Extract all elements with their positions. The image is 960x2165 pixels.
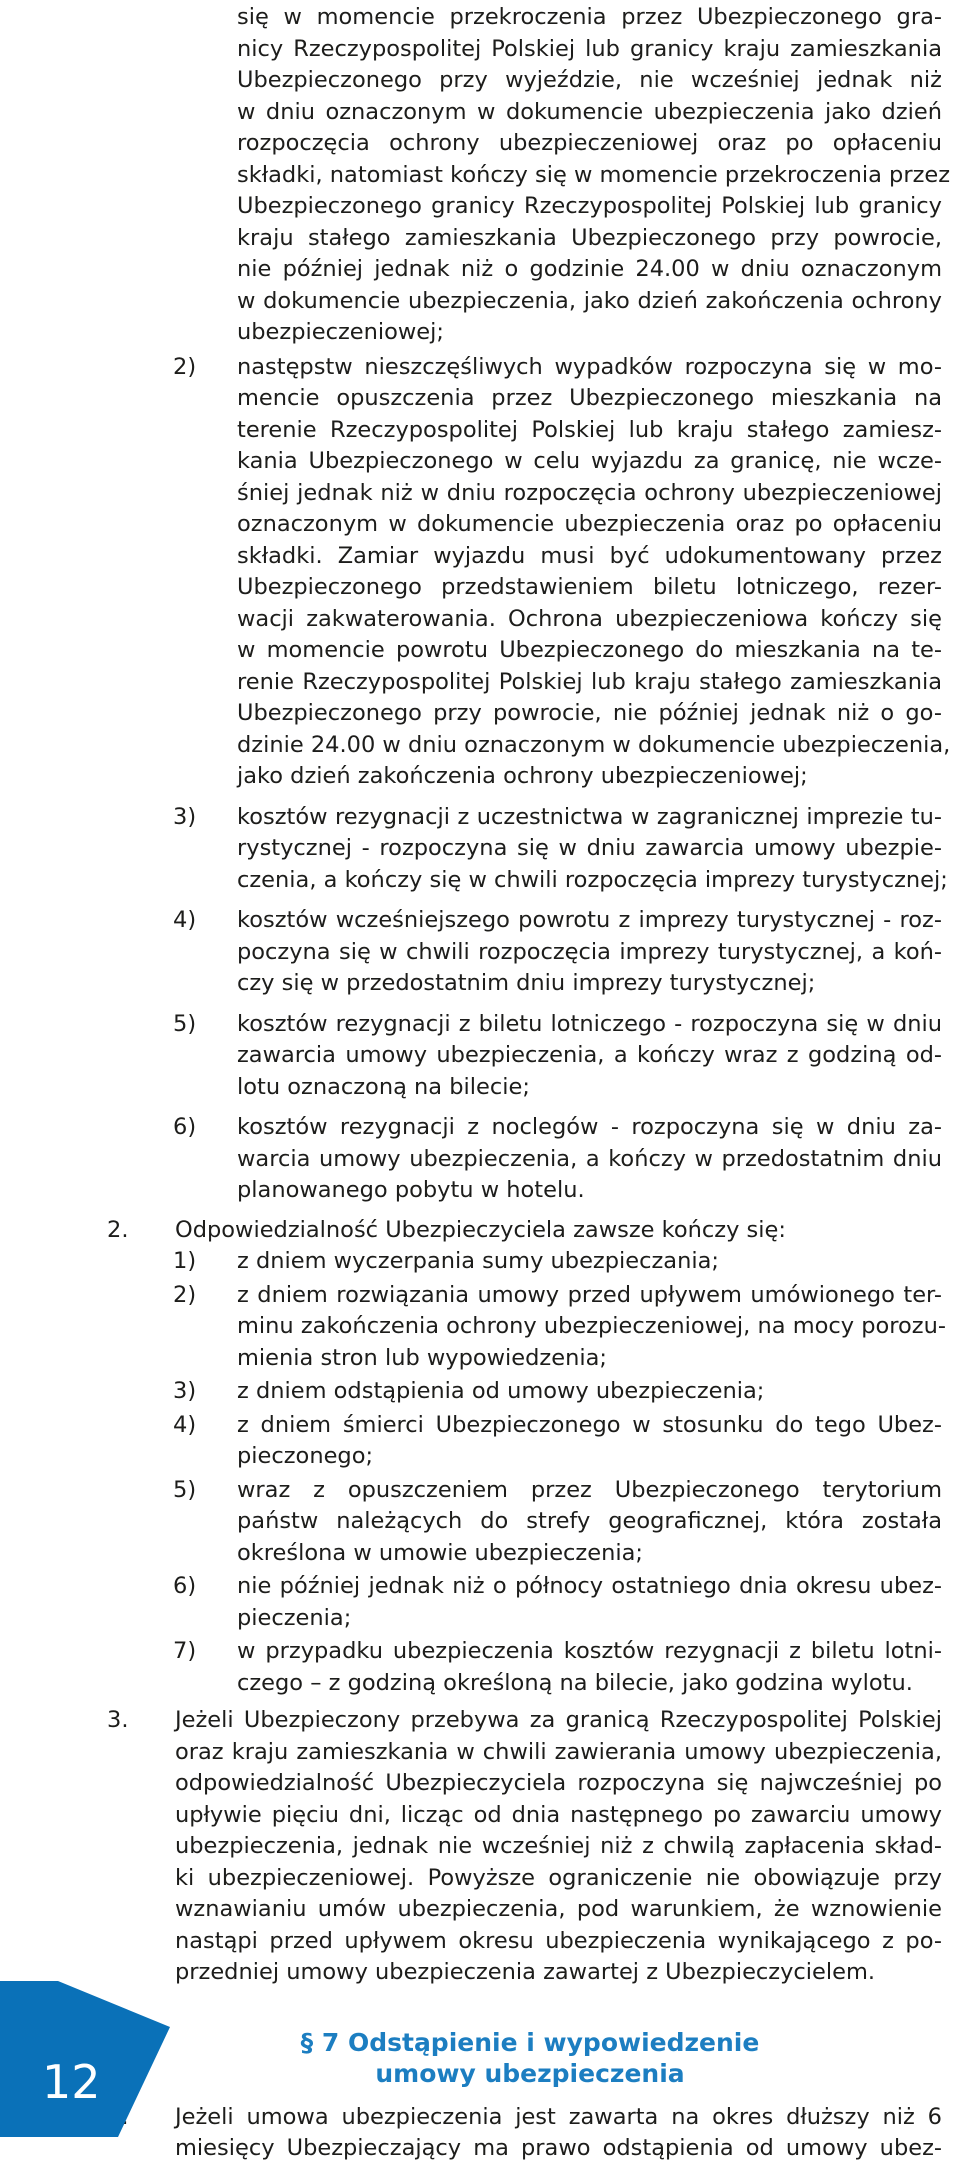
- paragraph-line: nicy Rzeczypospolitej Polskiej lub granicy kraju zamieszkania: [237, 35, 942, 62]
- list-item-line: wacji zakwaterowania. Ochrona ubezpieczeniowa kończy się: [237, 605, 942, 632]
- list-number: 6): [173, 1573, 197, 1599]
- list-item-line: renie Rzeczypospolitej Polskiej lub kraju stałego zamieszkania: [237, 668, 942, 695]
- list-item-line: jako dzień zakończenia ochrony ubezpieczeniowej;: [237, 763, 808, 789]
- list-item-line: kosztów wcześniejszego powrotu z imprezy turystycznej - roz-: [237, 907, 942, 933]
- list-item-line: w przypadku ubezpieczenia kosztów rezygnacji z biletu lotni-: [237, 1638, 942, 1664]
- list-number: 1): [173, 1248, 197, 1274]
- paragraph-line: kraju stałego zamieszkania Ubezpieczonego przy powrocie,: [237, 224, 942, 251]
- paragraph-line: Jeżeli umowa ubezpieczenia jest zawarta na okres dłuższy niż 6: [175, 2103, 942, 2130]
- list-item-line: pieczonego;: [237, 1443, 374, 1469]
- list-item-line: Ubezpieczonego przedstawieniem biletu lotniczego, rezer-: [237, 574, 942, 600]
- paragraph-line: przedniej umowy ubezpieczenia zawartej z Ubezpieczycielem.: [175, 1959, 876, 1985]
- list-item-line: warcia umowy ubezpieczenia, a kończy w przedostatnim dniu: [237, 1145, 942, 1172]
- list-number: 4): [173, 907, 197, 933]
- list-item-line: rystycznej - rozpoczyna się w dniu zawarcia umowy ubezpie-: [237, 835, 942, 861]
- list-item-line: czy się w przedostatnim dniu imprezy turystycznej;: [237, 970, 816, 996]
- list-number: 7): [173, 1638, 197, 1664]
- paragraph-line: nie później jednak niż o godzinie 24.00 w dniu oznaczonym: [237, 256, 942, 282]
- list-item-line: mencie opuszczenia przez Ubezpieczonego mieszkania na: [237, 385, 942, 411]
- list-item-line: kosztów rezygnacji z uczestnictwa w zagranicznej imprezie tu-: [237, 803, 942, 830]
- list-item-line: kosztów rezygnacji z biletu lotniczego - rozpoczyna się w dniu: [237, 1010, 942, 1037]
- list-item-line: następstw nieszczęśliwych wypadków rozpoczyna się w mo-: [237, 353, 942, 380]
- list-item-line: pieczenia;: [237, 1604, 352, 1631]
- list-item-line: składki. Zamiar wyjazdu musi być udokumentowany przez: [237, 542, 942, 569]
- list-item-line: śniej jednak niż w dniu rozpoczęcia ochrony ubezpieczeniowej: [237, 479, 942, 506]
- list-item-line: minu zakończenia ochrony ubezpieczeniowej, na mocy porozu-: [237, 1313, 946, 1339]
- paragraph-line: Ubezpieczonego przy wyjeździe, nie wcześniej jednak niż: [237, 67, 942, 93]
- list-number: 3): [173, 1378, 197, 1404]
- list-item-line: w momencie powrotu Ubezpieczonego do mieszkania na te-: [237, 637, 942, 663]
- list-item-line: mienia stron lub wypowiedzenia;: [237, 1344, 607, 1371]
- list-number: 6): [173, 1114, 197, 1140]
- paragraph-line: składki, natomiast kończy się w momencie przekroczenia przez: [237, 161, 951, 188]
- section-number: 2.: [107, 1216, 129, 1243]
- list-item-line: zawarcia umowy ubezpieczenia, a kończy wraz z godziną od-: [237, 1042, 942, 1068]
- paragraph-line: Ubezpieczonego granicy Rzeczypospolitej Polskiej lub granicy: [237, 193, 942, 219]
- list-item-line: kosztów rezygnacji z noclegów - rozpoczyna się w dniu za-: [237, 1114, 942, 1140]
- paragraph-line: oraz kraju zamieszkania w chwili zawierania umowy ubezpieczenia,: [175, 1738, 942, 1765]
- list-item-line: terenie Rzeczypospolitej Polskiej lub kraju stałego zamiesz-: [237, 416, 942, 443]
- list-number: 3): [173, 803, 197, 830]
- paragraph-line: w dniu oznaczonym w dokumencie ubezpieczenia jako dzień: [237, 98, 942, 125]
- list-number: 2): [173, 353, 197, 380]
- list-number: 2): [173, 1281, 197, 1308]
- list-item-line: lotu oznaczoną na bilecie;: [237, 1073, 530, 1100]
- list-item-line: planowanego pobytu w hotelu.: [237, 1177, 585, 1203]
- paragraph-line: wznawianiu umów ubezpieczenia, pod warunkiem, że wznowienie: [175, 1896, 942, 1922]
- paragraph-line: ubezpieczenia, jednak nie wcześniej niż z chwilą zapłacenia skład-: [175, 1833, 942, 1859]
- section-number: 3.: [107, 1707, 129, 1733]
- section-heading-line2: umowy ubezpieczenia: [375, 2059, 685, 2088]
- paragraph-line: Jeżeli Ubezpieczony przebywa za granicą Rzeczypospolitej Polskiej: [175, 1707, 942, 1733]
- list-item-line: Ubezpieczonego przy powrocie, nie później jednak niż o go-: [237, 700, 942, 726]
- list-item-line: z dniem śmierci Ubezpieczonego w stosunku do tego Ubez-: [237, 1411, 942, 1438]
- list-number: 5): [173, 1476, 197, 1503]
- list-item-line: kania Ubezpieczonego w celu wyjazdu za granicę, nie wcze-: [237, 448, 942, 474]
- list-item-line: oznaczonym w dokumencie ubezpieczenia oraz po opłaceniu: [237, 511, 942, 537]
- list-item-line: z dniem rozwiązania umowy przed upływem umówionego ter-: [237, 1281, 942, 1308]
- page-number: 12: [42, 2055, 101, 2109]
- paragraph-line: w dokumencie ubezpieczenia, jako dzień zakończenia ochrony: [237, 287, 942, 314]
- section-heading: § 7 Odstąpienie i wypowiedzenie: [300, 2027, 760, 2057]
- list-item-line: państw należących do strefy geograficznej, która została: [237, 1508, 942, 1534]
- paragraph-line: nastąpi przed upływem okresu ubezpieczenia wynikającego z po-: [175, 1927, 942, 1954]
- paragraph-line: miesięcy Ubezpieczający ma prawo odstąpienia od umowy ubez-: [175, 2135, 942, 2161]
- paragraph-line: upływie pięciu dni, licząc od dnia następnego po zawarciu umowy: [175, 1801, 942, 1828]
- list-item-line: określona w umowie ubezpieczenia;: [237, 1539, 643, 1566]
- list-item-line: z dniem odstąpienia od umowy ubezpieczenia;: [237, 1378, 765, 1404]
- paragraph-line: odpowiedzialność Ubezpieczyciela rozpoczyna się najwcześniej po: [175, 1770, 942, 1796]
- paragraph-line: Odpowiedzialność Ubezpieczyciela zawsze kończy się:: [175, 1216, 786, 1243]
- list-item-line: wraz z opuszczeniem przez Ubezpieczonego terytorium: [237, 1476, 942, 1503]
- list-item-line: dzinie 24.00 w dniu oznaczonym w dokumencie ubezpieczenia,: [237, 731, 951, 758]
- list-item-line: z dniem wyczerpania sumy ubezpieczania;: [237, 1248, 719, 1274]
- list-item-line: czego – z godziną określoną na bilecie, jako godzina wylotu.: [237, 1669, 913, 1696]
- list-item-line: nie później jednak niż o północy ostatniego dnia okresu ubez-: [237, 1573, 942, 1599]
- paragraph-line: ki ubezpieczeniowej. Powyższe ograniczenie nie obowiązuje przy: [175, 1864, 942, 1891]
- list-item-line: poczyna się w chwili rozpoczęcia imprezy turystycznej, a koń-: [237, 938, 942, 965]
- list-number: 5): [173, 1010, 197, 1037]
- paragraph-line: rozpoczęcia ochrony ubezpieczeniowej oraz po opłaceniu: [237, 130, 942, 156]
- paragraph-line: ubezpieczeniowej;: [237, 319, 444, 345]
- list-number: 4): [173, 1411, 197, 1438]
- paragraph-line: się w momencie przekroczenia przez Ubezpieczonego gra-: [237, 4, 942, 30]
- list-item-line: czenia, a kończy się w chwili rozpoczęcia imprezy turystycznej;: [237, 866, 948, 893]
